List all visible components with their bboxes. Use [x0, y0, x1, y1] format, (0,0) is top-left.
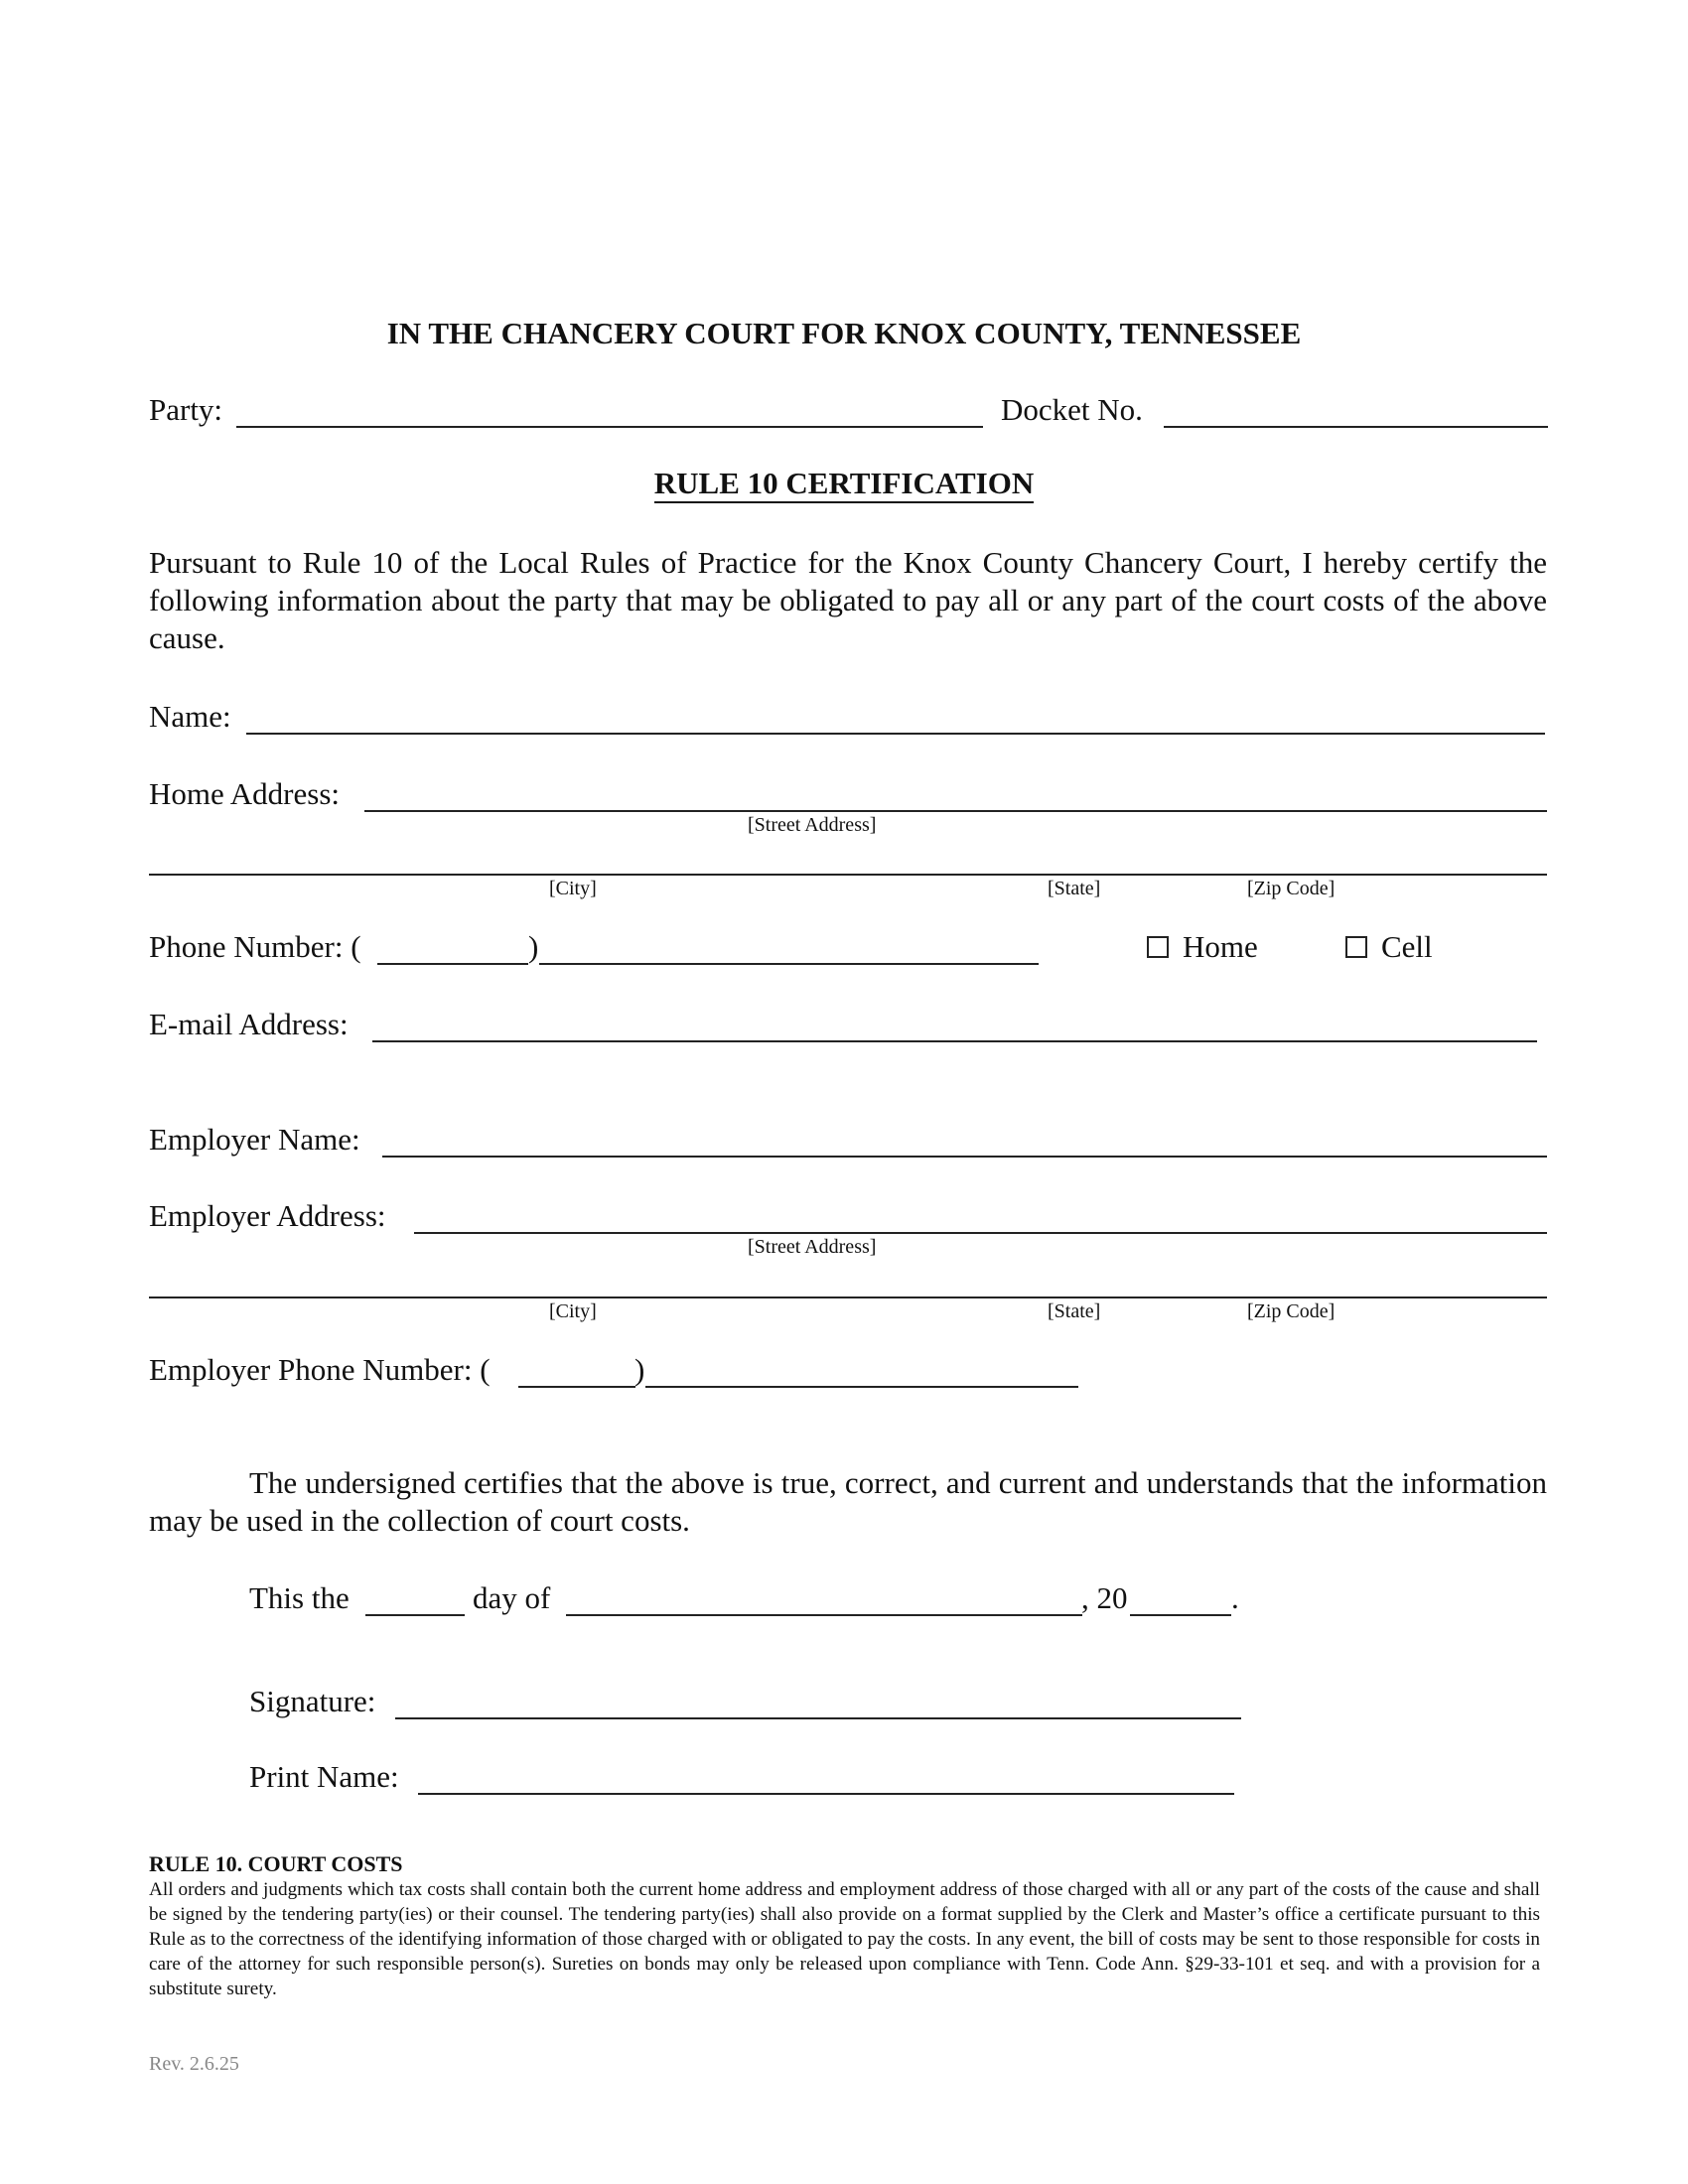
print-name-field[interactable] — [418, 1793, 1234, 1795]
name-field[interactable] — [246, 733, 1545, 735]
home-street-field[interactable] — [364, 810, 1547, 812]
phone-area-code-field[interactable] — [377, 963, 528, 965]
street-caption: [Street Address] — [748, 1236, 877, 1258]
cell-checkbox[interactable]: Cell — [1345, 929, 1433, 965]
phone-paren-close: ) — [528, 929, 539, 964]
signature-label: Signature: — [249, 1684, 376, 1718]
day-of-label: day of — [473, 1580, 551, 1615]
print-name-label: Print Name: — [249, 1759, 399, 1794]
this-the-label: This the — [249, 1580, 350, 1615]
state-caption: [State] — [1048, 878, 1101, 899]
employer-phone-label: Employer Phone Number: ( — [149, 1352, 491, 1387]
phone-number-field[interactable] — [539, 963, 1039, 965]
phone-label: Phone Number: ( — [149, 929, 361, 964]
checkbox-icon — [1147, 936, 1169, 958]
intro-paragraph: Pursuant to Rule 10 of the Local Rules of Practice for the Knox County Chancery Court, I hereby certify the following information about the party that may be obligated to pay all or any part of the court costs of the above cause. — [149, 545, 1547, 655]
year-field[interactable] — [1130, 1614, 1231, 1616]
city-caption: [City] — [549, 878, 597, 899]
revision-label: Rev. 2.6.25 — [149, 2053, 239, 2075]
month-field[interactable] — [566, 1614, 1082, 1616]
name-label: Name: — [149, 699, 231, 734]
court-title: IN THE CHANCERY COURT FOR KNOX COUNTY, TENNESSEE — [386, 316, 1302, 350]
party-field[interactable] — [236, 426, 983, 428]
date-period: . — [1231, 1580, 1239, 1615]
party-label: Party: — [149, 392, 223, 427]
docket-number-field[interactable] — [1164, 426, 1548, 428]
signature-field[interactable] — [395, 1717, 1241, 1719]
document-title: RULE 10 CERTIFICATION — [0, 466, 1688, 501]
year-prefix: , 20 — [1081, 1580, 1128, 1615]
rule-heading: RULE 10. COURT COSTS — [149, 1851, 403, 1876]
certification-statement: The undersigned certifies that the above is true, correct, and current and understands that the information may be used in the collection of court costs. — [149, 1465, 1547, 1538]
zip-caption: [Zip Code] — [1247, 1300, 1336, 1322]
employer-phone-paren-close: ) — [634, 1352, 645, 1387]
employer-city-state-zip-field[interactable] — [149, 1297, 1547, 1298]
city-caption: [City] — [549, 1300, 597, 1322]
home-checkbox[interactable]: Home — [1147, 929, 1258, 965]
employer-name-field[interactable] — [382, 1156, 1547, 1158]
employer-phone-area-code-field[interactable] — [518, 1386, 635, 1388]
email-label: E-mail Address: — [149, 1007, 349, 1041]
home-address-label: Home Address: — [149, 776, 341, 811]
docket-label: Docket No. — [1001, 392, 1143, 427]
checkbox-icon — [1345, 936, 1367, 958]
employer-name-label: Employer Name: — [149, 1122, 360, 1157]
rule-text: All orders and judgments which tax costs shall contain both the current home address and employment address of those charged with all or any part of the costs of the cause and shall be signed by the tendering party(ies) or their counsel. The tendering party(ies) shall also provide on a format supplied by the Clerk and Master’s office a certificate pursuant to this Rule as to the correctness of the identifying information of those charged with or obligated to pay the costs. In any event, the bill of costs may be sent to those responsible for costs in care of the attorney for such responsible person(s). Sureties on bonds may only be released upon compliance with Tenn. Code Ann. §29-33-101 et seq. and with a provision for a substitute surety. — [149, 1879, 1540, 1999]
street-caption: [Street Address] — [748, 814, 877, 836]
employer-street-field[interactable] — [414, 1232, 1547, 1234]
home-city-state-zip-field[interactable] — [149, 874, 1547, 876]
employer-phone-number-field[interactable] — [645, 1386, 1078, 1388]
state-caption: [State] — [1048, 1300, 1101, 1322]
email-field[interactable] — [372, 1040, 1537, 1042]
employer-address-label: Employer Address: — [149, 1198, 386, 1233]
zip-caption: [Zip Code] — [1247, 878, 1336, 899]
day-field[interactable] — [365, 1614, 465, 1616]
